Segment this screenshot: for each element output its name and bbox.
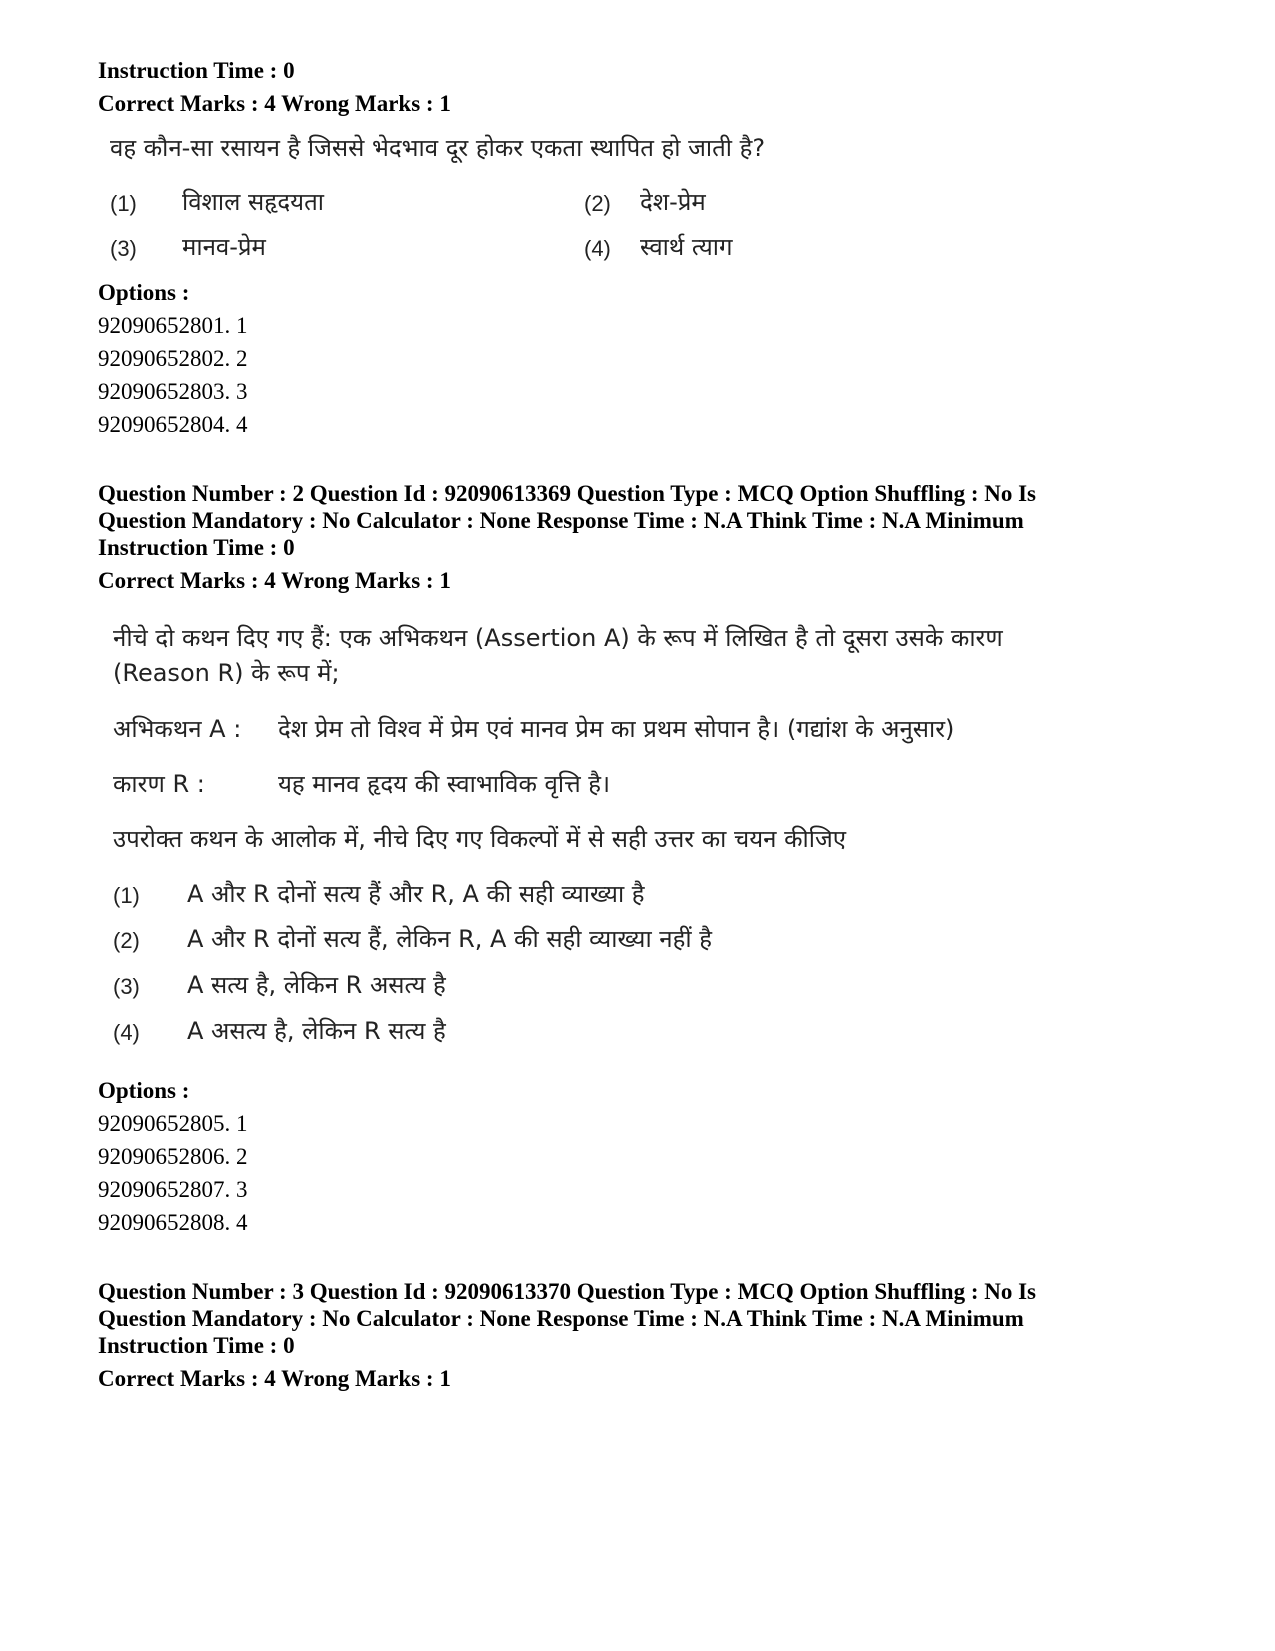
q1-option-4: 92090652804. 4 (98, 412, 248, 437)
q2-header-line-1: Question Number : 2 Question Id : 92090613369 Question Type : MCQ Option Shuffling : No Is (98, 481, 1037, 506)
q2-option-3: 92090652807. 3 (98, 1177, 248, 1202)
q2-assertion-text: देश प्रेम तो विश्व में प्रेम एवं मानव प्रेम का प्रथम सोपान है। (गद्यांश के अनुसार) (278, 715, 955, 743)
q2-choice-4-number: (4) (113, 1020, 140, 1045)
q1-options-label: Options : (98, 280, 190, 305)
q1-option-2: 92090652802. 2 (98, 346, 248, 371)
q2-intro-line-2: (Reason R) के रूप में; (113, 659, 340, 687)
q1-choice-2-number: (2) (584, 191, 611, 216)
q2-reason-label: कारण R : (113, 770, 205, 798)
q2-choice-1-number: (1) (113, 883, 140, 908)
q2-reason-text: यह मानव हृदय की स्वाभाविक वृत्ति है। (278, 770, 611, 798)
q3-instruction-time: Instruction Time : 0 (98, 1333, 295, 1358)
q2-option-1: 92090652805. 1 (98, 1111, 248, 1136)
q2-assertion-label: अभिकथन A : (113, 715, 242, 743)
q3-header-line-2: Question Mandatory : No Calculator : None Response Time : N.A Think Time : N.A Minimum (98, 1306, 1024, 1331)
q2-choice-3-text: A सत्य है, लेकिन R असत्य है (187, 971, 446, 999)
q1-choice-3-number: (3) (110, 236, 137, 261)
q1-option-1: 92090652801. 1 (98, 313, 248, 338)
q2-option-4: 92090652808. 4 (98, 1210, 248, 1235)
q1-choice-1-text: विशाल सहृदयता (182, 188, 324, 216)
q1-choice-2-text: देश-प्रेम (640, 188, 706, 216)
q1-choice-4-number: (4) (584, 236, 611, 261)
q1-question-text: वह कौन-सा रसायन है जिससे भेदभाव दूर होकर एकता स्थापित हो जाती है? (110, 134, 766, 162)
q2-instruction: उपरोक्त कथन के आलोक में, नीचे दिए गए विकल्पों में से सही उत्तर का चयन कीजिए (113, 825, 847, 853)
q2-options-label: Options : (98, 1078, 190, 1103)
q2-option-2: 92090652806. 2 (98, 1144, 248, 1169)
q3-marks: Correct Marks : 4 Wrong Marks : 1 (98, 1366, 451, 1391)
q1-choice-4-text: स्वार्थ त्याग (640, 233, 733, 261)
q1-marks: Correct Marks : 4 Wrong Marks : 1 (98, 91, 451, 116)
q2-choice-3-number: (3) (113, 974, 140, 999)
q1-instruction-time: Instruction Time : 0 (98, 58, 295, 83)
q1-option-3: 92090652803. 3 (98, 379, 248, 404)
q2-choice-2-number: (2) (113, 928, 140, 953)
q2-instruction-time: Instruction Time : 0 (98, 535, 295, 560)
q2-choice-4-text: A असत्य है, लेकिन R सत्य है (187, 1017, 446, 1045)
q2-choice-2-text: A और R दोनों सत्य हैं, लेकिन R, A की सही व्याख्या नहीं है (187, 925, 712, 953)
q2-choice-1-text: A और R दोनों सत्य हैं और R, A की सही व्याख्या है (187, 880, 645, 908)
q1-choice-1-number: (1) (110, 191, 137, 216)
q3-header-line-1: Question Number : 3 Question Id : 92090613370 Question Type : MCQ Option Shuffling : No Is (98, 1279, 1037, 1304)
q2-intro-line-1: नीचे दो कथन दिए गए हैं: एक अभिकथन (Assertion A) के रूप में लिखित है तो दूसरा उसके कारण (113, 624, 1003, 652)
q2-header-line-2: Question Mandatory : No Calculator : None Response Time : N.A Think Time : N.A Minimum (98, 508, 1024, 533)
q2-marks: Correct Marks : 4 Wrong Marks : 1 (98, 568, 451, 593)
q1-choice-3-text: मानव-प्रेम (182, 233, 266, 261)
